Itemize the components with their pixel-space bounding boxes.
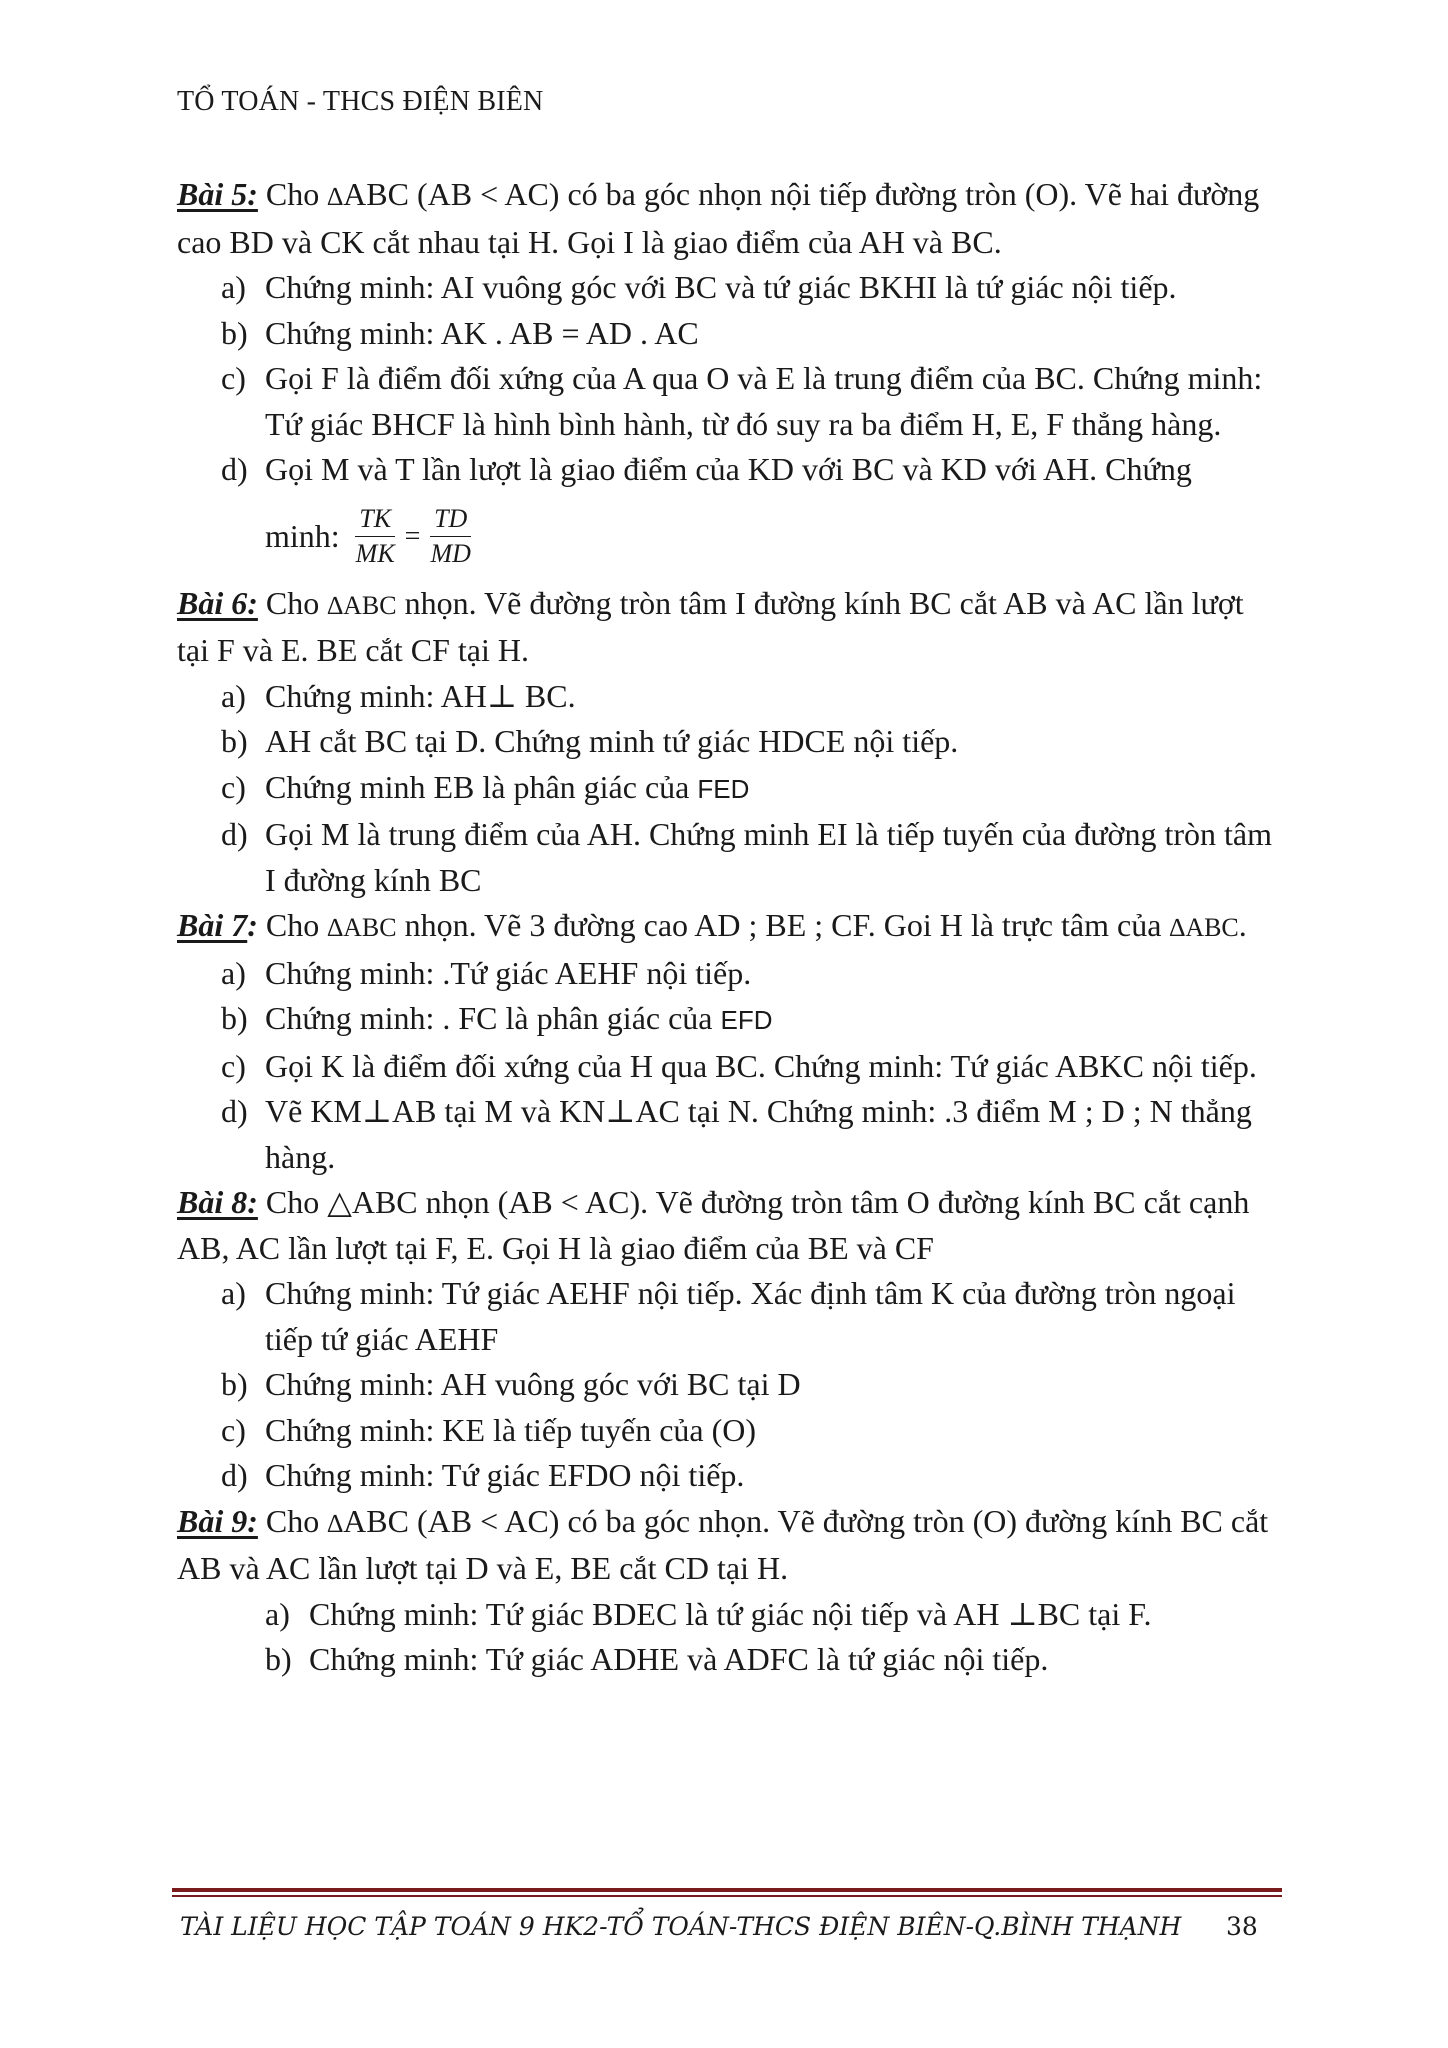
item-marker: c) xyxy=(221,360,246,396)
problem-6-item-d xyxy=(177,812,1277,903)
item-text: Chứng minh: .Tứ giác AEHF nội tiếp. xyxy=(265,954,752,991)
item-text: Gọi K là điểm đối xứng của H qua BC. Chứng minh: Tứ giác ABKC nội tiếp. xyxy=(265,1047,1257,1084)
item-marker: b) xyxy=(221,314,248,351)
problem-9-item-a xyxy=(177,1592,1277,1638)
problem-7-item-c xyxy=(177,1044,1277,1090)
item-text: Chứng minh: AI vuông góc với BC và tứ giác BKHI là tứ giác nội tiếp. xyxy=(265,269,1177,305)
item-text: Chứng minh: . FC là phân giác của xyxy=(265,1000,721,1036)
problem-5-item-a xyxy=(177,265,1277,311)
triangle-abc: ∆ABC xyxy=(327,913,397,942)
item-marker: d) xyxy=(221,816,248,852)
fraction-tk-mk xyxy=(352,502,399,571)
fraction-numerator: TD xyxy=(430,502,471,537)
page-number: 38 xyxy=(1226,1912,1258,1941)
item-text: Chứng minh: Tứ giác EFDO nội tiếp. xyxy=(265,1457,745,1493)
problem-5-intro-b: ABC (AB < AC) có ba góc nhọn nội tiếp đường tròn (O). Vẽ hai đường cao BD và CK cắt nhau tại H. Gọi I là giao điểm của AH và BC. xyxy=(177,176,1260,260)
problem-8-intro xyxy=(177,1180,1277,1271)
item-text: Vẽ KM⊥AB tại M và KN⊥AC tại N. Chứng minh: .3 điểm M ; D ; N thẳng hàng. xyxy=(265,1093,1252,1175)
ratio-equation xyxy=(265,493,479,581)
item-text: AH cắt BC tại D. Chứng minh tứ giác HDCE nội tiếp. xyxy=(265,723,959,759)
problem-5-item-c xyxy=(177,356,1277,447)
problem-8-item-d xyxy=(177,1453,1277,1499)
item-text: Chứng minh EB là phân giác của xyxy=(265,768,698,805)
problem-7-intro: Bài 7: Cho ∆ABC nhọn. Vẽ 3 đường cao AD ; BE ; CF. Goi H là trực tâm của ∆ABC. xyxy=(177,907,1247,943)
problem-5-item-d xyxy=(177,447,1277,581)
triangle-abc: ∆ABC xyxy=(1169,913,1239,942)
item-marker: d) xyxy=(221,451,248,487)
problem-6-intro-b: nhọn. Vẽ đường tròn tâm I đường kính BC cắt AB và AC lần lượt tại F và E. BE cắt CF tại H. xyxy=(177,584,1244,668)
problem-7-item-b xyxy=(177,996,1277,1044)
item-text: Gọi F là điểm đối xứng của A qua O và E là trung điểm của BC. Chứng minh: Tứ giác BHCF là hình bình hành, từ đó suy ra ba điểm H, E, F thẳng hàng. xyxy=(265,360,1263,442)
ratio-lead: minh: xyxy=(265,517,340,554)
page-header: TỔ TOÁN - THCS ĐIỆN BIÊN xyxy=(177,86,544,117)
item-marker: a) xyxy=(221,677,246,714)
equals-sign: = xyxy=(404,520,421,552)
problem-7-intro-c: . xyxy=(1238,907,1247,943)
triangle-abc: ∆ABC xyxy=(327,590,397,620)
item-marker: b) xyxy=(265,1641,292,1677)
item-marker: b) xyxy=(221,723,248,759)
problem-9-intro xyxy=(177,1499,1277,1592)
item-text: Chứng minh: AK . AB = AD . AC xyxy=(265,314,699,351)
item-marker: d) xyxy=(221,1457,248,1493)
problem-5-intro-a: Cho xyxy=(265,176,328,212)
problem-9-intro-a: Cho xyxy=(265,1502,328,1539)
problem-7-intro-a: Cho xyxy=(265,907,328,943)
item-marker: a) xyxy=(221,269,246,305)
footer-rule xyxy=(172,1888,1282,1897)
item-marker: a) xyxy=(221,954,246,991)
problem-9-items xyxy=(177,1592,1277,1683)
triangle-symbol: ∆ xyxy=(327,1508,344,1538)
item-marker: b) xyxy=(221,1000,248,1036)
item-marker: d) xyxy=(221,1093,248,1129)
item-marker: c) xyxy=(221,768,246,805)
problem-8 xyxy=(177,1180,1277,1499)
problem-6-items xyxy=(177,674,1277,904)
problem-9-intro-b: ABC (AB < AC) có ba góc nhọn. Vẽ đường tròn (O) đường kính BC cắt AB và AC lần lượt tại D và E, BE cắt CD tại H. xyxy=(177,1502,1269,1586)
problem-8-item-c xyxy=(177,1408,1277,1454)
fraction-numerator: TK xyxy=(355,502,395,537)
problem-9-label: Bài 9: xyxy=(177,1502,258,1539)
item-marker: a) xyxy=(265,1595,290,1632)
problem-8-intro-a: Cho △ABC nhọn (AB < AC). Vẽ đường tròn tâm O đường kính BC cắt cạnh AB, AC lần lượt tại F, E. Gọi H là giao điểm của BE và CF xyxy=(177,1184,1250,1266)
angle-fed: FED xyxy=(697,773,750,804)
problem-7-item-d xyxy=(177,1089,1277,1180)
problem-7-label: Bài 7 xyxy=(177,907,248,943)
problem-8-item-a xyxy=(177,1271,1277,1362)
triangle-symbol: ∆ xyxy=(327,182,344,211)
angle-efd: EFD xyxy=(720,1005,773,1035)
item-marker: b) xyxy=(221,1366,248,1402)
problem-5-item-b xyxy=(177,311,1277,357)
item-text: Chứng minh: KE là tiếp tuyến của (O) xyxy=(265,1411,757,1448)
item-marker: c) xyxy=(221,1047,246,1084)
problem-5-intro xyxy=(177,172,1277,265)
problem-6-item-a xyxy=(177,674,1277,720)
item-text: Chứng minh: Tứ giác ADHE và ADFC là tứ giác nội tiếp. xyxy=(309,1641,1049,1677)
problem-8-item-b xyxy=(177,1362,1277,1408)
fraction-td-md xyxy=(426,502,474,571)
problem-7-item-a xyxy=(177,951,1277,997)
problem-5-label: Bài 5: xyxy=(177,176,258,212)
problem-6-intro-a: Cho xyxy=(265,584,328,621)
item-marker: c) xyxy=(221,1411,246,1448)
problem-7 xyxy=(177,903,1277,1180)
problem-6 xyxy=(177,581,1277,904)
problem-8-items xyxy=(177,1271,1277,1499)
problem-7-intro-b: nhọn. Vẽ 3 đường cao AD ; BE ; CF. Goi H là trực tâm của xyxy=(396,907,1170,943)
problem-6-label: Bài 6: xyxy=(177,584,258,621)
item-text: Gọi M là trung điểm của AH. Chứng minh EI là tiếp tuyến của đường tròn tâm I đường kính BC xyxy=(265,816,1272,898)
fraction-denominator: MD xyxy=(430,539,471,568)
page-content xyxy=(177,172,1277,1683)
problem-5 xyxy=(177,172,1277,581)
item-marker: a) xyxy=(221,1275,246,1311)
problem-6-intro xyxy=(177,581,1277,674)
item-text: Chứng minh: Tứ giác BDEC là tứ giác nội tiếp và AH ⊥BC tại F. xyxy=(309,1595,1152,1632)
problem-8-label: Bài 8: xyxy=(177,1184,258,1220)
item-text: Gọi M và T lần lượt là giao điểm của KD với BC và KD với AH. Chứng xyxy=(265,451,1192,487)
item-text: Chứng minh: AH⊥ BC. xyxy=(265,677,576,714)
footer-text: TÀI LIỆU HỌC TẬP TOÁN 9 HK2-TỔ TOÁN-THCS ĐIỆN BIÊN-Q.BÌNH THẠNH xyxy=(180,1912,1182,1941)
item-text: Chứng minh: Tứ giác AEHF nội tiếp. Xác định tâm K của đường tròn ngoại tiếp tứ giác AEHF xyxy=(265,1275,1236,1357)
item-text: Chứng minh: AH vuông góc với BC tại D xyxy=(265,1366,801,1402)
problem-9-item-b xyxy=(177,1637,1277,1683)
problem-6-item-c xyxy=(177,765,1277,813)
problem-6-item-b xyxy=(177,719,1277,765)
problem-9 xyxy=(177,1499,1277,1683)
fraction-denominator: MK xyxy=(355,539,395,568)
problem-7-items xyxy=(177,951,1277,1181)
problem-5-items xyxy=(177,265,1277,581)
